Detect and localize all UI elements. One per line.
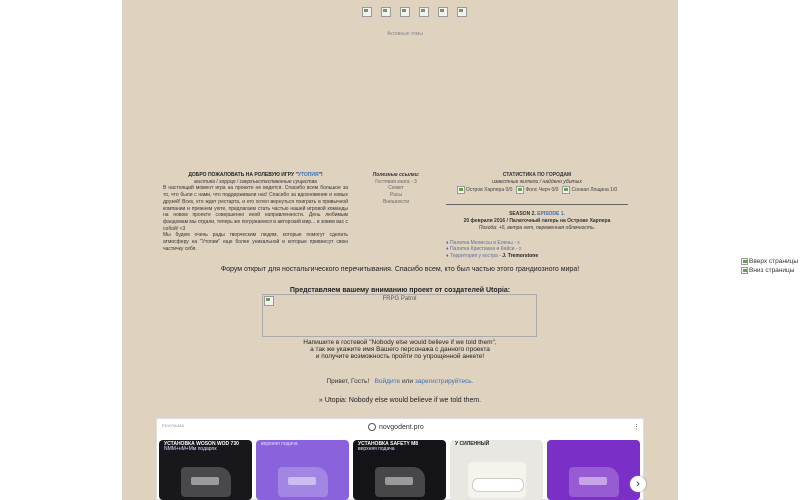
greeting-text: Привет, Гость! bbox=[326, 378, 370, 385]
ad-label: РЕКЛАМА bbox=[162, 423, 185, 428]
compressor-image bbox=[468, 462, 526, 498]
header-link-icon-5[interactable] bbox=[438, 7, 448, 17]
farewell-message: Форум открыт для ностальгического перечитывания. Спасибо всем, кто был частью этого грандиозного мира! bbox=[220, 266, 580, 273]
welcome-title-prefix: ДОБРО ПОЖАЛОВАТЬ НА РОЛЕВУЮ ИГРУ " bbox=[188, 172, 298, 178]
ad-card-subtitle: NMM+нМ+Мм подарок bbox=[164, 446, 217, 453]
guest-message-line: и получите возможность пройти по упрощенной анкете! bbox=[315, 353, 485, 360]
plot-item[interactable] bbox=[446, 253, 628, 260]
banner-alt-text: FRPG Patrol bbox=[382, 296, 417, 302]
link-plot[interactable]: Сюжет bbox=[388, 185, 404, 192]
welcome-subtitle: мистика / хоррор / сверхъестественные существа bbox=[194, 178, 317, 185]
scroll-top-label: Вверх страницы bbox=[749, 258, 799, 265]
link-appearances[interactable]: Внешности bbox=[382, 198, 409, 205]
location-falls-church[interactable] bbox=[516, 186, 558, 194]
location-falls-church-icon bbox=[516, 186, 524, 194]
dental-chair-image bbox=[569, 467, 619, 497]
header-link-icon-4[interactable] bbox=[419, 7, 429, 17]
ad-card-caption bbox=[358, 442, 443, 453]
plot-item[interactable]: ♦ Палатка Кристиана и Кейси - х bbox=[446, 246, 522, 253]
header-icon-row bbox=[362, 7, 467, 17]
stats-heading: СТАТИСТИКА ПО ГОРОДАМ bbox=[502, 172, 572, 178]
welcome-text-2: Мы будем очень рады творческим людям, которые помогут сделать атмосферу на "Утопии" еще более уникальной и которые привнесут свою частичку себя. bbox=[163, 232, 348, 252]
location-harper[interactable] bbox=[457, 186, 513, 194]
ad-card[interactable] bbox=[547, 440, 640, 500]
ad-card[interactable] bbox=[353, 440, 446, 500]
plot-item-label: ♦ Территория у костра - bbox=[446, 252, 503, 259]
dental-chair-image bbox=[181, 467, 231, 497]
episode-label: EPISODE 1. bbox=[537, 211, 565, 218]
present-heading: Представляем вашему вниманию проект от создателей Utopia: bbox=[289, 287, 511, 294]
plot-list bbox=[446, 240, 628, 260]
ad-carousel bbox=[159, 440, 640, 500]
greeting-or: или bbox=[401, 378, 413, 385]
link-guestbook[interactable]: Гостевая книга - 3 bbox=[375, 178, 417, 185]
location-harper-icon bbox=[457, 186, 465, 194]
ad-card-title: УСТАНОВКА WOSON WOD 730 bbox=[164, 441, 239, 447]
ad-card-caption bbox=[261, 442, 346, 447]
welcome-text-1: В настоящий момент игра на проекте не ведется. Спасибо всем большое за то, что были с нами, что поддерживали нас! Спасибо за вдохновение и новых друзей! Всех, кто ждет рестарта, и кто хотел вернуться поиграть в привычной компании и прежнем уюте, предлагаем стать частью нашей игровой команды на новом проекте совершенно иной направленности. День любимым фандомам мы отдали, теперь же погружаемся в авторский мир... и зовем вас с собой! <3 bbox=[163, 185, 348, 232]
camp-line: 20 февраля 2016 / Палаточный лагерь на Острове Харпера bbox=[463, 218, 611, 225]
plot-item[interactable]: ♦ Палатка Мелиссы и Елены - х bbox=[446, 239, 520, 246]
ad-card-caption bbox=[455, 442, 540, 447]
page-nav-links bbox=[741, 257, 798, 275]
location-harper-label: Остров Харпера 0/0 bbox=[465, 187, 513, 194]
stats-subheading: известные жители / найдено убитых bbox=[492, 178, 582, 185]
location-falls-church-label: Фолс Черч 0/0 bbox=[525, 187, 559, 194]
guest-greeting bbox=[122, 378, 678, 385]
location-sleepy-hollow-icon bbox=[562, 186, 570, 194]
stats-divider bbox=[446, 204, 628, 205]
guest-message-line: а так же укажите имя Вашего персонажа с данного проекта bbox=[310, 346, 490, 353]
ad-card-subtitle: верхняя подача bbox=[261, 441, 298, 447]
ad-card-title: У СИЛЕННЫЙ bbox=[455, 441, 490, 447]
header-link-icon-6[interactable] bbox=[457, 7, 467, 17]
plot-item-player[interactable]: J. Tremorstone bbox=[502, 252, 539, 259]
dental-chair-image bbox=[278, 467, 328, 497]
city-stats bbox=[446, 172, 628, 260]
useful-links bbox=[360, 172, 432, 206]
ad-card[interactable] bbox=[256, 440, 349, 500]
register-link[interactable]: зарегистрируйтесь. bbox=[414, 378, 474, 385]
arrow-up-icon bbox=[741, 258, 748, 265]
link-races[interactable]: Расы bbox=[389, 192, 403, 199]
header-link-icon-3[interactable] bbox=[400, 7, 410, 17]
scroll-bottom-link[interactable] bbox=[741, 266, 798, 275]
season-label: SEASON 2. bbox=[509, 211, 536, 218]
more-options-icon[interactable]: ⋮ bbox=[633, 424, 640, 431]
weather-line: Погода: +5, ветра нет, переменная облачность. bbox=[478, 224, 596, 231]
carousel-next-button[interactable]: › bbox=[630, 476, 646, 492]
frpg-patrol-banner[interactable] bbox=[262, 294, 537, 337]
dental-chair-image bbox=[375, 467, 425, 497]
login-link[interactable]: Войдите bbox=[374, 378, 401, 385]
location-sleepy-hollow[interactable] bbox=[562, 186, 617, 194]
scroll-top-link[interactable] bbox=[741, 257, 798, 266]
ad-card-subtitle: верхняя подача bbox=[358, 446, 395, 453]
header-link-icon-1[interactable] bbox=[362, 7, 372, 17]
ad-domain[interactable] bbox=[368, 423, 424, 431]
guest-message-line: Напишите в гостевой "Nobody else would believe if we told them", bbox=[303, 339, 497, 346]
scroll-bottom-label: Вниз страницы bbox=[749, 267, 795, 274]
breadcrumb[interactable]: » Utopia: Nobody else would believe if we told them. bbox=[318, 397, 482, 404]
globe-icon bbox=[368, 423, 376, 431]
guest-message bbox=[122, 339, 678, 360]
ad-card[interactable] bbox=[450, 440, 543, 500]
useful-links-heading: Полезные ссылки: bbox=[372, 172, 420, 178]
welcome-title-name: УТОПИЯ bbox=[297, 172, 319, 178]
ad-card-caption bbox=[164, 442, 249, 453]
broken-image-icon bbox=[264, 296, 274, 306]
welcome-title-suffix: "! bbox=[318, 172, 323, 178]
location-sleepy-hollow-label: Сонная Лощина 1/0 bbox=[571, 187, 618, 194]
ad-card[interactable] bbox=[159, 440, 252, 500]
arrow-down-icon bbox=[741, 267, 748, 274]
header-link-icon-2[interactable] bbox=[381, 7, 391, 17]
ad-card-title: УСТАНОВКА SAFETY M8 bbox=[358, 441, 419, 447]
welcome-title bbox=[163, 172, 348, 179]
welcome-block bbox=[163, 172, 348, 252]
active-topics-link[interactable]: Активные темы bbox=[387, 31, 423, 37]
locations-row bbox=[446, 186, 628, 194]
ad-domain-label: novgodent.pro bbox=[379, 423, 424, 431]
